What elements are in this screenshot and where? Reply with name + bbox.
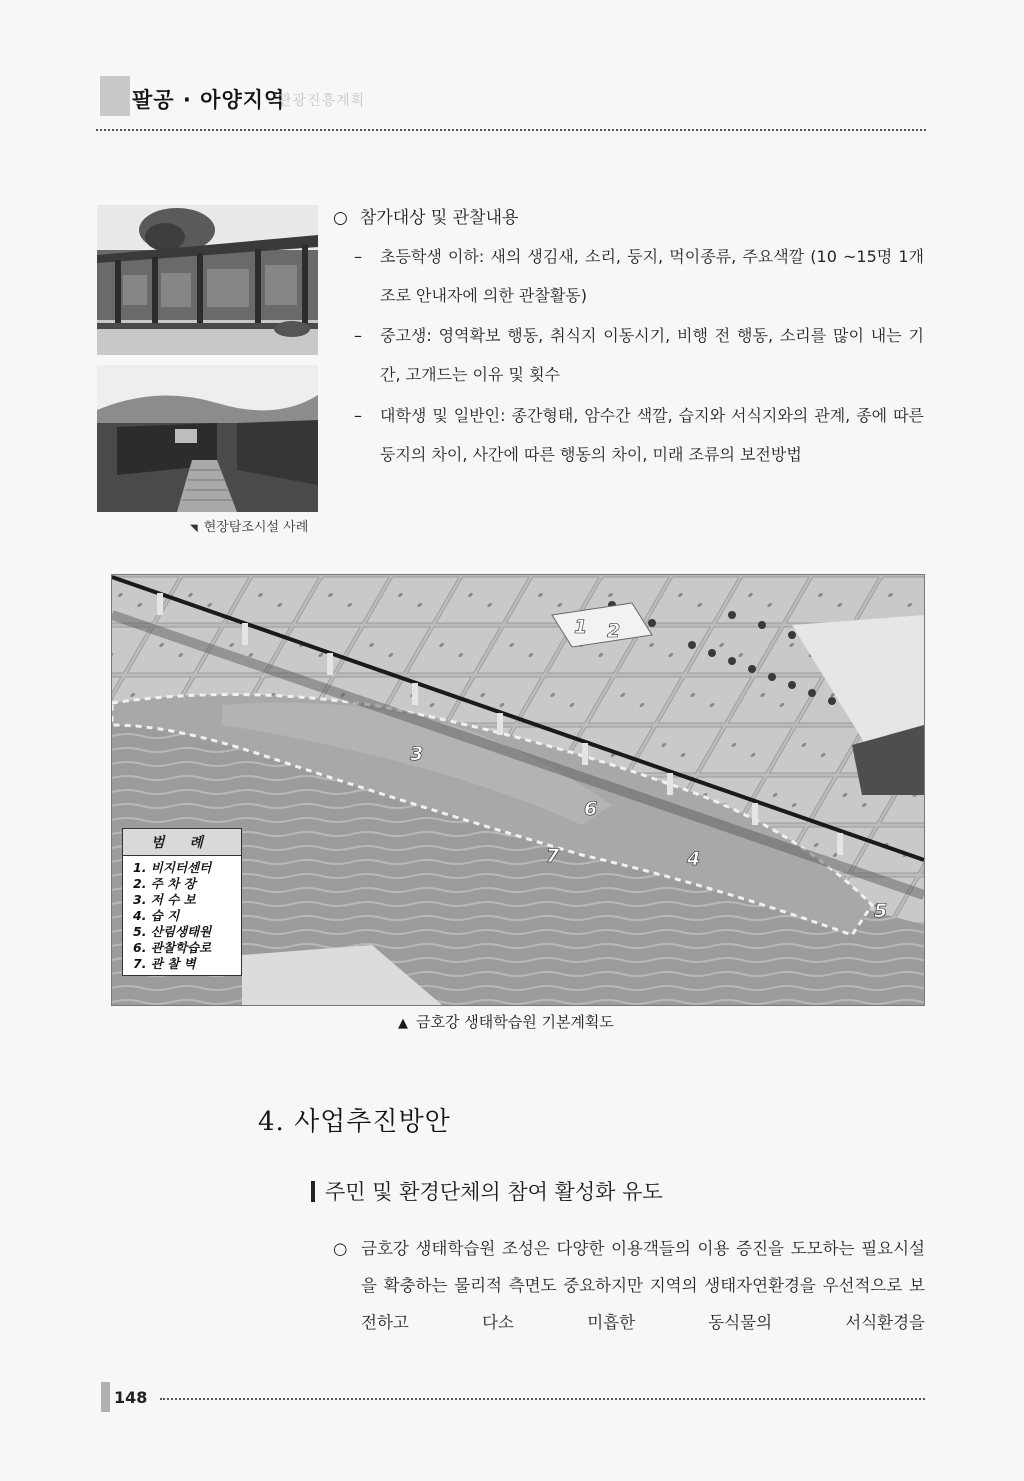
map-marker-1: 1: [574, 616, 588, 638]
map-caption: ▲ 금호강 생태학습원 기본계획도: [398, 1013, 614, 1031]
map-marker-6: 6: [584, 798, 598, 820]
dash-bullet-icon: –: [354, 247, 362, 266]
legend-item: 6. 관찰학습로: [133, 940, 212, 955]
observation-item-secondary: – 중고생: 영역확보 행동, 취식지 이동시기, 비행 전 행동, 소리를 많이 내는 기간, 고개드는 이유 및 횟수: [354, 316, 924, 394]
map-marker-7: 7: [546, 845, 560, 867]
legend-item: 5. 산림생태원: [133, 924, 212, 939]
page-number-tab: [101, 1382, 110, 1412]
footer-divider: [160, 1398, 925, 1400]
map-marker-5: 5: [874, 900, 888, 922]
circle-bullet-icon: ○: [333, 208, 348, 228]
dash-bullet-icon: –: [354, 406, 362, 425]
triangle-up-icon: ▲: [398, 1016, 408, 1031]
bar-bullet-icon: [311, 1181, 315, 1202]
photo-observation-shelter: [97, 205, 318, 355]
header-title: 팔공 · 아양지역: [132, 88, 286, 112]
observation-heading: ○ 참가대상 및 관찰내용: [333, 208, 519, 228]
legend-item: 4. 습 지: [133, 908, 180, 923]
header-divider: [96, 129, 926, 131]
map-marker-3: 3: [410, 743, 424, 765]
map-legend: [122, 828, 242, 976]
caption-marker-icon: ◥: [190, 523, 198, 534]
photo-caption: ◥ 현장탐조시설 사례: [190, 520, 309, 535]
legend-item: 3. 저 수 보: [133, 892, 196, 907]
section-subheading: 주민 및 환경단체의 참여 활성화 유도: [311, 1176, 663, 1206]
observation-item-adult: – 대학생 및 일반인: 종간형태, 암수간 색깔, 습지와 서식지와의 관계, 종에 따른 둥지의 차이, 사간에 따른 행동의 차이, 미래 조류의 보전방법: [354, 396, 924, 474]
header-tab-mark: [100, 76, 130, 116]
observation-item-elementary: – 초등학생 이하: 새의 생김새, 소리, 둥지, 먹이종류, 주요색깔 (10 ~15명 1개조로 안내자에 의한 관찰활동): [354, 237, 924, 315]
legend-item: 7. 관 찰 벽: [133, 956, 196, 971]
map-marker-4: 4: [687, 848, 701, 870]
legend-item: 1. 비지터센터: [133, 860, 212, 875]
dash-bullet-icon: –: [354, 326, 362, 345]
circle-bullet-icon: ○: [333, 1239, 348, 1258]
header-subtitle: 관광진흥계획: [278, 93, 366, 109]
legend-item: 2. 주 차 장: [133, 876, 196, 891]
legend-title: 범 례: [123, 829, 241, 856]
section-title: 4. 사업추진방안: [258, 1107, 451, 1137]
section-paragraph: ○ 금호강 생태학습원 조성은 다양한 이용객들의 이용 증진을 도모하는 필요시설을 확충하는 물리적 측면도 중요하지만 지역의 생태자연환경을 우선적으로 보전하고 다소 미흡한 동식물의 서식환경을: [333, 1230, 925, 1341]
page-number: 148: [114, 1388, 148, 1407]
photo-viewing-wall: [97, 365, 318, 512]
map-marker-2: 2: [607, 620, 621, 642]
